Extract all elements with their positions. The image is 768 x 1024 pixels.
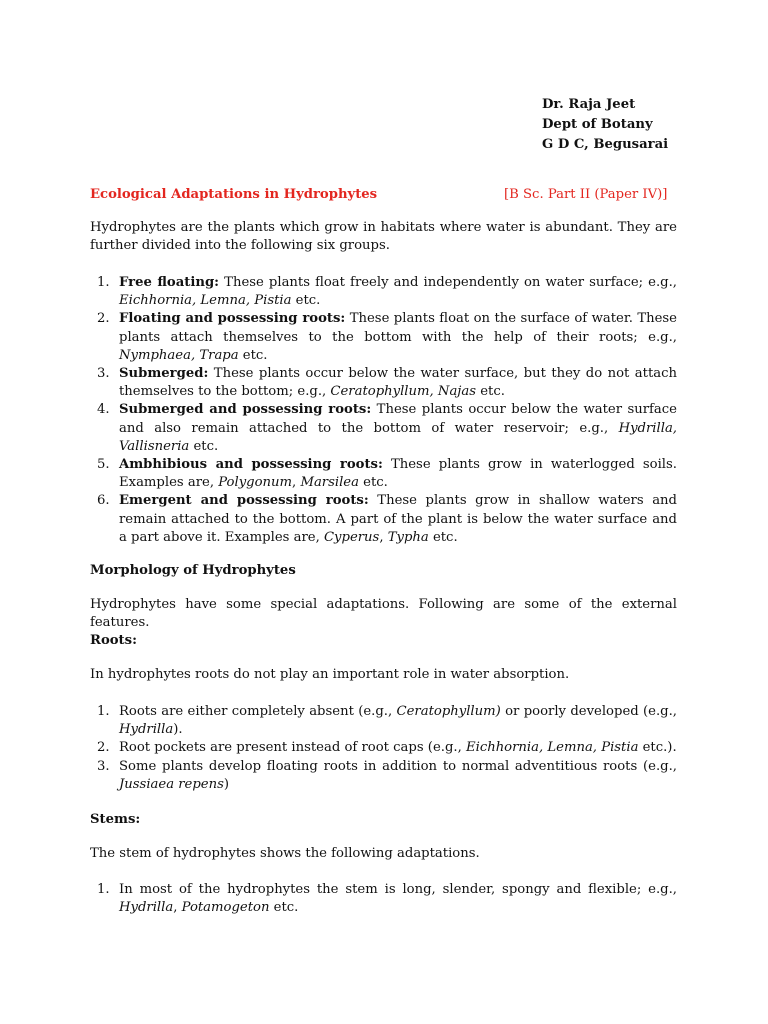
morphology-heading: Morphology of Hydrophytes (90, 563, 296, 578)
stems-intro: The stem of hydrophytes shows the following adaptations. (90, 846, 480, 861)
list-item: 1. Roots are either completely absent (e.g., Ceratophyllum) or poorly developed (e.g., Hydrilla). (97, 704, 677, 738)
list-item: 1. Free floating: These plants float freely and independently on water surface; e.g., Eichhornia, Lemna, Pistia etc. (97, 275, 677, 309)
group-term: Submerged: (119, 366, 209, 382)
author-name: Dr. Raja Jeet (542, 97, 636, 112)
course-label: [B Sc. Part II (Paper IV)] (504, 187, 668, 202)
title-row (90, 186, 677, 204)
group-term: Submerged and possessing roots: (119, 402, 372, 418)
group-term: Free floating: (119, 275, 220, 290)
stems-heading: Stems: (90, 812, 141, 827)
group-list (90, 274, 677, 547)
list-item: 5. Ambhibious and possessing roots: These plants grow in waterlogged soils. Examples are, Polygonum, Marsilea etc. (97, 457, 677, 491)
list-item: 3. Submerged: These plants occur below the water surface, but they do not attach themselves to the bottom; e.g., Ceratophyllum, Najas etc. (97, 366, 677, 400)
group-term: Ambhibious and possessing roots: (119, 457, 383, 473)
list-item: 2. Root pockets are present instead of root caps (e.g., Eichhornia, Lemna, Pistia etc.). (97, 740, 677, 756)
list-item: 2. Floating and possessing roots: These plants float on the surface of water. These plants attach themselves to the bottom with the help of their roots; e.g., Nymphaea, Trapa etc. (97, 311, 677, 363)
list-item: 4. Submerged and possessing roots: These plants occur below the water surface and also remain attached to the bottom of water reservoir; e.g., Hydrilla, Vallisneria etc. (97, 402, 677, 454)
roots-heading: Roots: (90, 633, 137, 648)
intro-paragraph: Hydrophytes are the plants which grow in habitats where water is abundant. They are further divided into the following six groups. (90, 220, 677, 254)
group-term: Emergent and possessing roots: (119, 493, 369, 509)
list-item: 6. Emergent and possessing roots: These plants grow in shallow waters and remain attached to the bottom. A part of the plant is below the water surface and a part above it. Examples are, Cyperus, Typha etc. (97, 493, 677, 545)
morphology-intro: Hydrophytes have some special adaptations. Following are some of the external features. (90, 597, 677, 631)
roots-list (90, 703, 677, 794)
list-item: 3. Some plants develop floating roots in addition to normal adventitious roots (e.g., Jussiaea repens) (97, 758, 677, 792)
roots-intro: In hydrophytes roots do not play an important role in water absorption. (90, 667, 570, 682)
list-item: 1. In most of the hydrophytes the stem is long, slender, spongy and flexible; e.g., Hydrilla, Potamogeton etc. (97, 882, 677, 916)
author-dept: Dept of Botany (542, 117, 653, 132)
author-college: G D C, Begusarai (542, 137, 669, 152)
document-title: Ecological Adaptations in Hydrophytes (90, 187, 378, 202)
group-term: Floating and possessing roots: (119, 311, 346, 327)
author-block (542, 95, 668, 155)
stems-list (90, 881, 677, 917)
